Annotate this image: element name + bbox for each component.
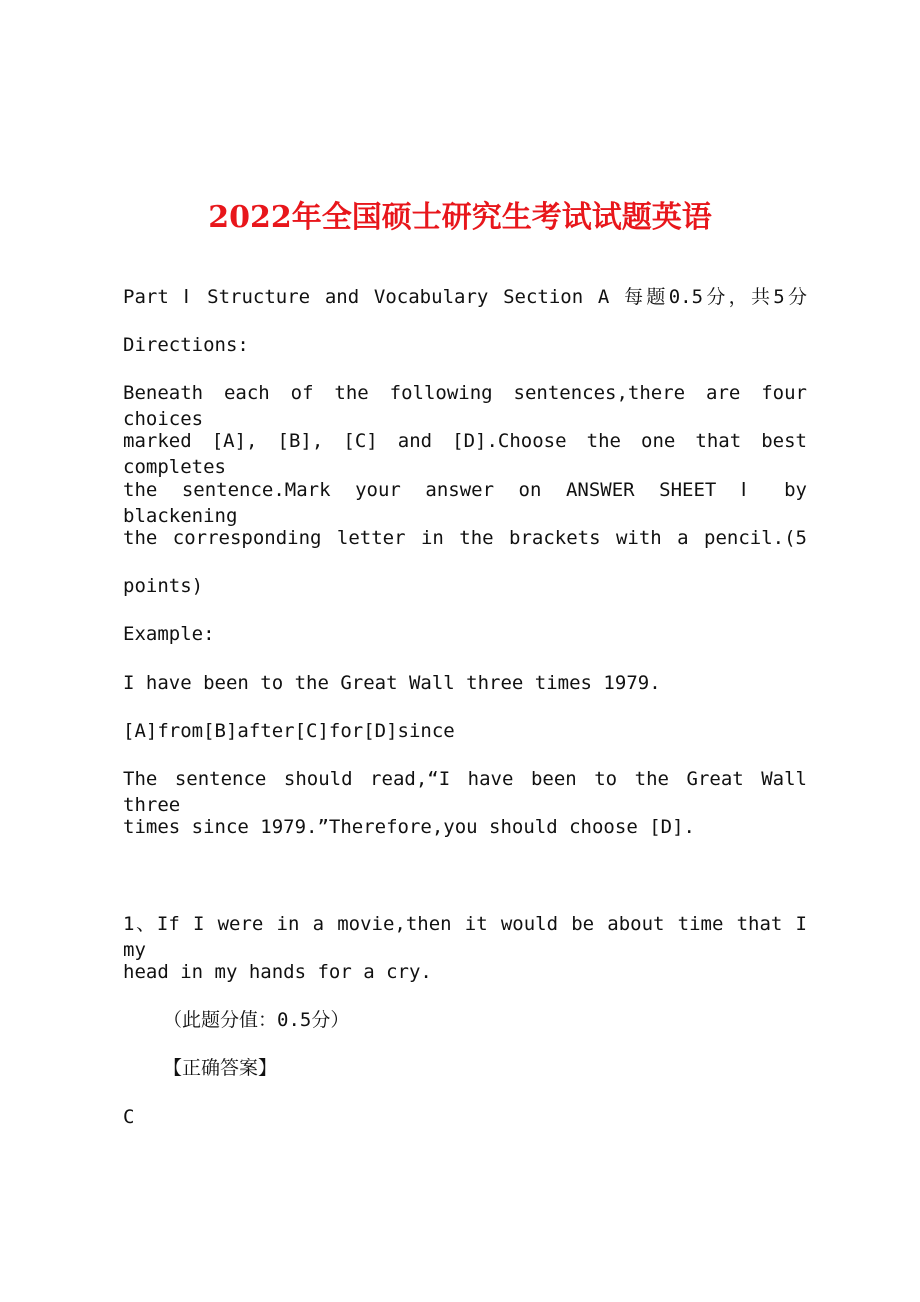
section-header: Part Ⅰ Structure and Vocabulary Section A 每题0.5分，共5分: [123, 286, 807, 308]
directions-line-4: the corresponding letter in the brackets with a pencil.(5: [123, 527, 807, 549]
directions-line-3: the sentence.Mark your answer on ANSWER SHEET Ⅰ by blackening: [123, 479, 807, 527]
example-choices: [A]from[B]after[C]for[D]since: [123, 720, 455, 742]
directions-line-2: marked [A], [B], [C] and [D].Choose the one that best completes: [123, 430, 807, 478]
explanation-line-2: times since 1979.”Therefore,you should choose [D].: [123, 816, 695, 838]
question-line-1: 1、If I were in a movie,then it would be about time that I my: [123, 913, 807, 961]
explanation-line-1: The sentence should read,“I have been to the Great Wall three: [123, 768, 807, 816]
answer-value: C: [123, 1106, 135, 1128]
example-label: Example:: [123, 623, 215, 645]
directions-label: Directions:: [123, 334, 249, 356]
example-sentence: I have been to the Great Wall three times 1979.: [123, 672, 661, 694]
score-note: （此题分值：0.5分）: [163, 1009, 350, 1031]
directions-line-5: points): [123, 575, 204, 597]
answer-label: 【正确答案】: [163, 1057, 278, 1079]
document-title: 2022年全国硕士研究生考试试题英语: [208, 200, 712, 235]
question-line-2: head in my hands for a cry.: [123, 961, 432, 983]
directions-line-1: Beneath each of the following sentences,there are four choices: [123, 382, 807, 430]
